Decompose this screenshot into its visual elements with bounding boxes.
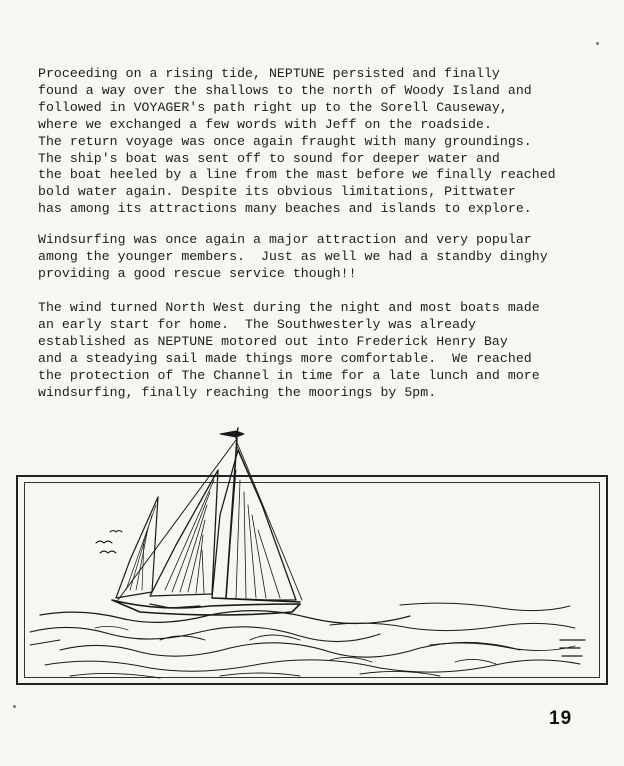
paragraph-neptune-voyage: Proceeding on a rising tide, NEPTUNE persisted and finally found a way over the shallows to the north of Woody Island and followed in VOYAGER's path right up to the Sorell Causeway, where we exchanged a few words with Jeff on the roadside. The return voyage was once again fraught with many groundings. The ship's boat was sent off to sound for deeper water and the boat heeled by a line from the mast before we finally reached bold water again. Despite its obvious limitations, Pittwater has among its attractions many beaches and islands to explore.: [38, 66, 556, 217]
paper-speck: [13, 705, 16, 708]
paragraph-return-home: The wind turned North West during the night and most boats made an early start for home. The Southwesterly was already established as NEPTUNE motored out into Frederick Henry Bay and a steadying sail made things more comfortable. We reached the protection of The Channel in time for a late lunch and more windsurfing, finally reaching the moorings by 5pm.: [38, 300, 540, 400]
illustration-frame: [16, 475, 608, 685]
paragraph-windsurfing: Windsurfing was once again a major attraction and very popular among the younger members. Just as well we had a standby dinghy providing a good rescue service though!!: [38, 232, 548, 281]
page-number: 19: [549, 708, 573, 729]
illustration-inner-border: [24, 482, 600, 678]
paper-speck: [596, 42, 599, 45]
